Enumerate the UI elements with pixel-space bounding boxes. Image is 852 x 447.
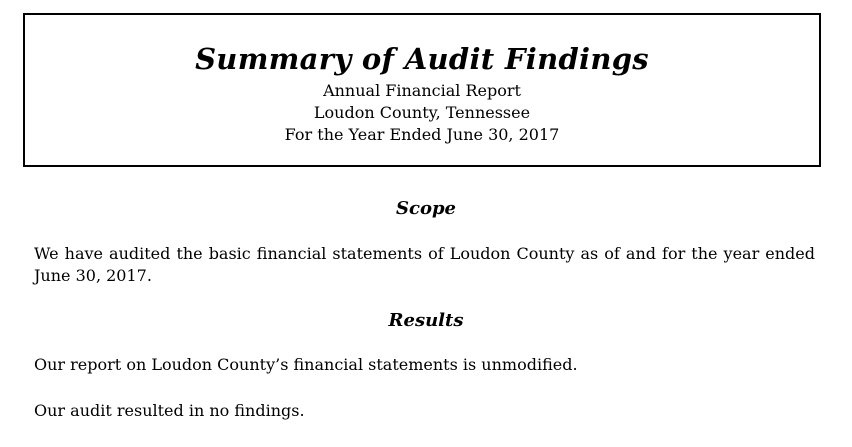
scope-paragraph: We have audited the basic financial statements of Loudon County as of and for the year ended June 30, 2017.: [34, 244, 815, 285]
results-paragraph-opinion: Our report on Loudon County’s financial statements is unmodified.: [34, 355, 578, 374]
report-period: For the Year Ended June 30, 2017: [284, 125, 560, 144]
document-title: Summary of Audit Findings: [195, 42, 649, 76]
scope-heading: Scope: [395, 198, 456, 219]
results-heading: Results: [388, 310, 464, 331]
entity-name: Loudon County, Tennessee: [313, 103, 531, 122]
title-box: [23, 13, 821, 167]
report-name: Annual Financial Report: [323, 81, 521, 100]
results-paragraph-findings: Our audit resulted in no findings.: [34, 401, 305, 420]
